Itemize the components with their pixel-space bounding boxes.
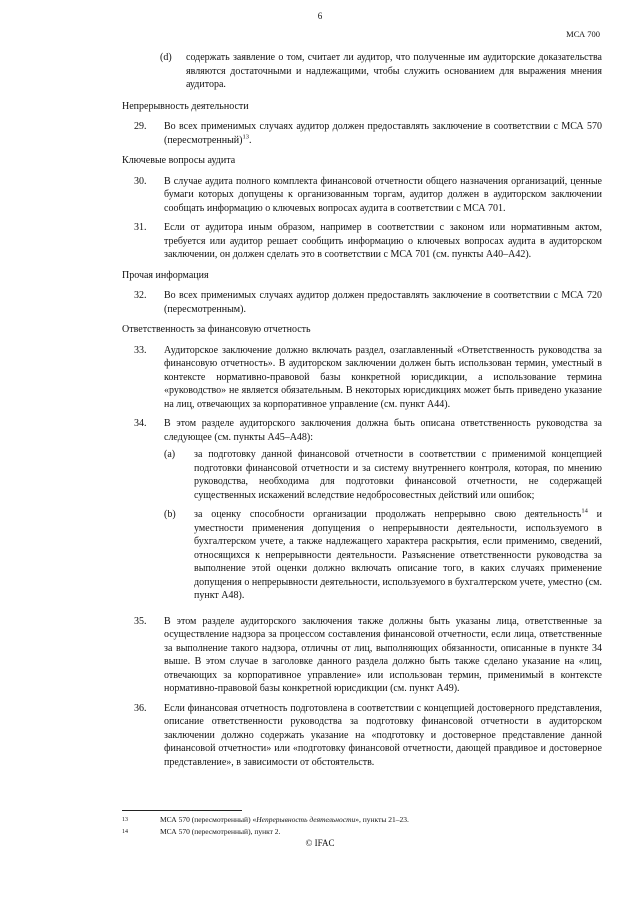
sub-item-label: (a): [164, 449, 176, 460]
footnote-14: [122, 826, 602, 838]
paragraph-32: [122, 289, 602, 316]
paragraph-number: 30.: [134, 175, 147, 187]
item-label: (d): [160, 52, 172, 63]
paragraph-text: Во всех применимых случаях аудитор должен предоставлять заключение в соответствии с МСА 570 (пересмотренный): [164, 121, 602, 146]
paragraph-33: [122, 344, 602, 412]
list-item-d: [160, 51, 602, 92]
sub-item-a: [164, 448, 602, 502]
sub-item-text-cont: и уместности применения допущения о непрерывности деятельности, используемого в бухгалтерском учете, а также надлежащего характера раскрытия, если применимо, сведений, относящихся к непрерывности деятельности. Разъяснение ответственности руководства за выполнение этой оценки должно включать описание того, в каких случаях применение допущения о непрерывности деятельности, используемого в бухгалтерском учете, уместно (см. пункт А48).: [194, 509, 602, 601]
heading-going-concern: Непрерывность деятельности: [122, 100, 249, 112]
footnote-number: 13: [122, 817, 128, 823]
paragraph-number: 31.: [134, 222, 147, 233]
paragraph-text: В этом разделе аудиторского заключения должна быть описана ответственность руководства за следующее (см. пункты А45–А48):: [164, 418, 602, 443]
footnote-title: Непрерывность деятельности: [256, 815, 356, 824]
paragraph-number: 35.: [134, 615, 147, 627]
paragraph-36: [122, 702, 602, 770]
footnote-ref-14[interactable]: 14: [581, 507, 588, 515]
heading-responsibility: Ответственность за финансовую отчетность: [122, 324, 311, 335]
item-text: содержать заявление о том, считает ли аудитор, что полученные им аудиторские доказательства являются достаточными и надлежащими, чтобы служить основанием для выражения мнения аудитора.: [186, 52, 602, 90]
footnote-13: [122, 814, 602, 826]
sub-item-text: за подготовку данной финансовой отчетности в соответствии с применимой концепцией подготовки финансовой отчетности и за систему внутреннего контроля, которая, по мнению руководства, необходима для подготовки финансовой отчетности, не содержащей существенных искажений вследствие недобросовестных действий или ошибок;: [194, 449, 602, 501]
footnote-ref-13[interactable]: 13: [242, 133, 249, 141]
footnote-text-end: », пункты 21–23.: [355, 815, 409, 824]
footnotes: [122, 814, 602, 838]
heading-key-audit-matters: Ключевые вопросы аудита: [122, 155, 236, 166]
paragraph-29: [122, 120, 602, 147]
copyright-footer: © IFAC: [305, 838, 335, 848]
footnote-text: МСА 570 (пересмотренный) «: [160, 815, 257, 824]
paragraph-number: 36.: [134, 702, 147, 714]
paragraph-number: 33.: [134, 344, 147, 356]
paragraph-34: [122, 417, 602, 609]
sub-item-label: (b): [164, 509, 176, 520]
page-number: 6: [317, 11, 323, 21]
paragraph-text: В этом разделе аудиторского заключения также должны быть указаны лица, ответственные за осуществление надзора за процессом составления финансовой отчетности, если лица, ответственные за выполнение такого надзора, отличны от лиц, выполняющих обязанности, описанные в пункте 34 выше. В этом случае в заголовке данного раздела должно быть также сделано указание на «лиц, отвечающих за корпоративное управление» или использован термин, применимый в контексте нормативно-правовой базы конкретной юрисдикции (см. пункт А49).: [164, 615, 602, 694]
paragraph-30: [122, 175, 602, 216]
paragraph-number: 32.: [134, 290, 147, 301]
sub-item-b: [164, 508, 602, 603]
paragraph-text: Аудиторское заключение должно включать раздел, озаглавленный «Ответственность руководства за финансовую отчетность». В аудиторском заключении должен быть использован термин, уместный в контексте нормативно-правовой базы конкретной юрисдикции, а использование термина «руководство» не является обязательным. В некоторых юрисдикциях может быть приведено указание на лиц, отвечающих за корпоративное управление (см. пункт А44).: [164, 344, 602, 410]
sub-item-text: за оценку способности организации продолжать непрерывно свою деятельность: [194, 509, 582, 520]
paragraph-text: Если от аудитора иным образом, например в соответствии с законом или нормативным актом, требуется или аудитор решает сообщить информацию о ключевых вопросах аудита в аудиторском заключении, он должен сделать это в соответствии с МСА 701 (см. пункты А40–А42).: [164, 222, 602, 260]
paragraph-35: [122, 615, 602, 696]
footnote-number: 14: [122, 829, 128, 835]
heading-other-information: Прочая информация: [122, 269, 209, 281]
standard-reference: МСА 700: [566, 29, 600, 39]
paragraph-number: 29.: [134, 121, 147, 132]
paragraph-text: Если финансовая отчетность подготовлена в соответствии с концепцией достоверного представления, описание ответственности руководства за подготовку финансовой отчетности в аудиторском заключении должно содержать указание на «подготовку и достоверное представление данной финансовой отчетности» или «подготовку финансовой отчетности, дающей правдивое и достоверное представление», в зависимости от обстоятельств.: [164, 702, 602, 768]
paragraph-text: Во всех применимых случаях аудитор должен предоставлять заключение в соответствии с МСА 720 (пересмотренным).: [164, 290, 602, 315]
paragraph-31: [122, 221, 602, 262]
main-content: [122, 51, 602, 775]
footnote-text: МСА 570 (пересмотренный), пункт 2.: [160, 827, 281, 836]
footnote-divider: [122, 810, 242, 811]
paragraph-end: .: [248, 134, 252, 146]
paragraph-number: 34.: [134, 418, 147, 429]
paragraph-text: В случае аудита полного комплекта финансовой отчетности общего назначения организаций, ценные бумаги которых допущены к организованным торгам, аудитор должен в аудиторском заключении сообщать информацию о ключевых вопросах аудита в соответствии с МСА 701.: [164, 175, 602, 214]
